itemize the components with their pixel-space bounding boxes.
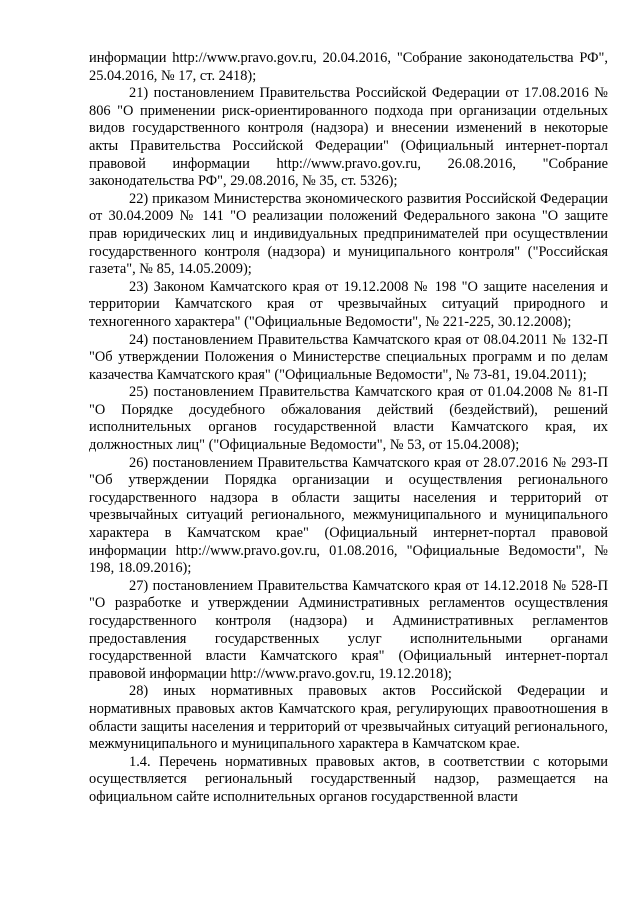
paragraph-item-25: 25) постановлением Правительства Камчатского края от 01.04.2008 № 81-П "О Порядке досудебного обжалования действий (бездействий), решений исполнительных органов государственной власти Камчатского края, их должностных лиц" ("Официальные Ведомости", № 53, от 15.04.2008); bbox=[89, 384, 608, 454]
paragraph-item-23: 23) Законом Камчатского края от 19.12.2008 № 198 "О защите населения и территории Камчатского края от чрезвычайных ситуаций природного и техногенного характера" ("Официальные Ведомости", № 221-225, 30.12.2008); bbox=[89, 278, 608, 330]
paragraph-item-27: 27) постановлением Правительства Камчатского края от 14.12.2018 № 528-П "О разработке и утверждении Административных регламентов осуществления государственного контроля (надзора) и Административных регламентов предоставления государственных услуг исполнительными органами государственной власти Камчатского края" (Официальный интернет-портал правовой информации http://www.pravo.gov.ru, 19.12.2018); bbox=[89, 577, 608, 682]
paragraph-item-22: 22) приказом Министерства экономического развития Российской Федерации от 30.04.2009 № 141 "О реализации положений Федерального закона "О защите прав юридических лиц и индивидуальных предпринимателей при осуществлении государственного контроля (надзора) и муниципального контроля" ("Российская газета", № 85, 14.05.2009); bbox=[89, 190, 608, 278]
paragraph-continuation: информации http://www.pravo.gov.ru, 20.04.2016, "Собрание законодательства РФ", 25.04.2016, № 17, ст. 2418); bbox=[89, 50, 608, 84]
paragraph-item-28: 28) иных нормативных правовых актов Российской Федерации и нормативных правовых актов Камчатского края, регулирующих правоотношения в области защиты населения и территорий от чрезвычайных ситуаций регионального, межмуниципального и муниципального характера в Камчатском крае. bbox=[89, 683, 608, 753]
paragraph-item-26: 26) постановлением Правительства Камчатского края от 28.07.2016 № 293-П "Об утверждении Порядка организации и осуществления регионального государственного надзора в области защиты населения и территорий от чрезвычайных ситуаций регионального, межмуниципального и муниципального характера в Камчатском крае" (Официальный интернет-портал правовой информации http://www.pravo.gov.ru, 01.08.2016, "Официальные Ведомости", № 198, 18.09.2016); bbox=[89, 454, 608, 577]
document-body bbox=[89, 50, 608, 807]
paragraph-section-1-4: 1.4. Перечень нормативных правовых актов, в соответствии с которыми осуществляется региональный государственный надзор, размещается на официальном сайте исполнительных органов государственной власти bbox=[89, 753, 608, 805]
paragraph-item-21: 21) постановлением Правительства Российской Федерации от 17.08.2016 № 806 "О применении риск-ориентированного подхода при организации отдельных видов государственного контроля (надзора) и внесении изменений в некоторые акты Правительства Российской Федерации" (Официальный интернет-портал правовой информации http://www.pravo.gov.ru, 26.08.2016, "Собрание законодательства РФ", 29.08.2016, № 35, ст. 5326); bbox=[89, 85, 608, 190]
paragraph-item-24: 24) постановлением Правительства Камчатского края от 08.04.2011 № 132-П "Об утверждении Положения о Министерстве специальных программ и по делам казачества Камчатского края" ("Официальные Ведомости", № 73-81, 19.04.2011); bbox=[89, 331, 608, 383]
